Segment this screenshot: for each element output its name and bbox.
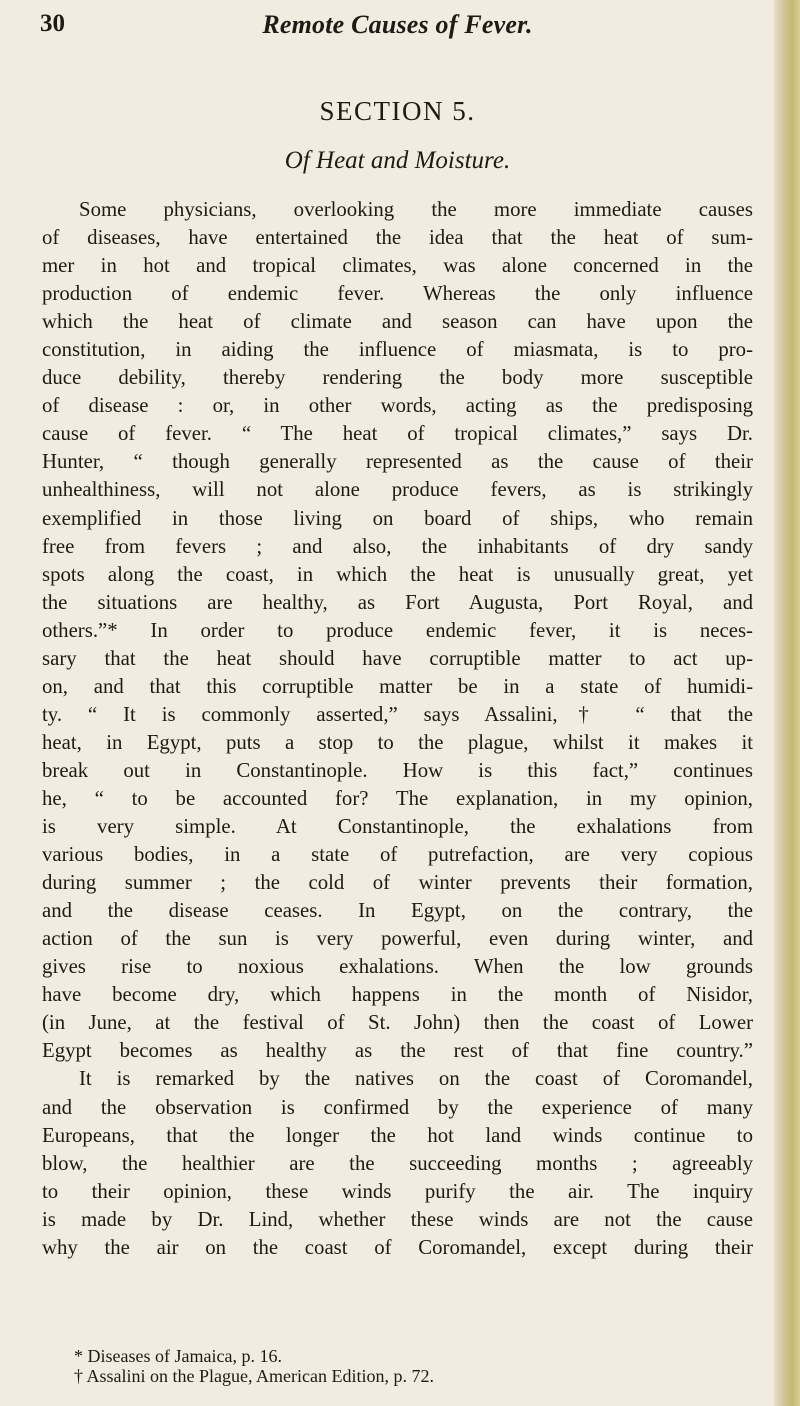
text-line: of disease : or, in other words, acting as the predisposing [42,394,753,418]
text-line: unhealthiness, will not alone produce fevers, as is strikingly [42,478,753,502]
text-line: and the observation is confirmed by the experience of many [42,1095,753,1119]
footnotes [40,1346,755,1386]
text-line: on, and that this corruptible matter be in a state of humidi- [42,674,753,698]
text-line: It is remarked by the natives on the coast of Coromandel, [79,1067,753,1091]
text-line: heat, in Egypt, puts a stop to the plague, whilst it makes it [42,730,753,754]
section-heading: SECTION 5. [319,96,476,126]
text-line: and the disease ceases. In Egypt, on the contrary, the [42,899,753,923]
text-line: exemplified in those living on board of ships, who remain [42,506,753,530]
text-line: various bodies, in a state of putrefaction, are very copious [42,843,753,867]
text-line: break out in Constantinople. How is this fact,” continues [42,758,753,782]
text-line: Europeans, that the longer the hot land winds continue to [42,1123,753,1147]
body-text [42,196,753,1262]
running-head [40,10,755,50]
text-line: mer in hot and tropical climates, was alone concerned in the [42,254,753,278]
text-line: is made by Dr. Lind, whether these winds are not the cause [42,1207,753,1231]
text-line: ty. “ It is commonly asserted,” says Assalini,† “ that the [42,702,753,726]
text-line: action of the sun is very powerful, even during winter, and [42,927,753,951]
text-line: Hunter, “ though generally represented as the cause of their [42,450,753,474]
section-subtitle: Of Heat and Moisture. [284,147,511,174]
text-line: of diseases, have entertained the idea that the heat of sum- [42,226,753,250]
text-line: constitution, in aiding the influence of miasmata, is to pro- [42,338,753,362]
text-line: sary that the heat should have corruptible matter to act up- [42,646,753,670]
page-edge [774,0,800,1406]
text-line: have become dry, which happens in the month of Nisidor, [42,983,753,1007]
page-number: 30 [40,10,65,37]
text-line: (in June, at the festival of St. John) then the coast of Lower [42,1011,753,1035]
text-line: gives rise to noxious exhalations. When the low grounds [42,955,753,979]
text-line: duce debility, thereby rendering the body more susceptible [42,366,753,390]
text-line: he, “ to be accounted for? The explanation, in my opinion, [42,786,753,810]
text-line: free from fevers ; and also, the inhabitants of dry sandy [42,534,753,558]
text-line: which the heat of climate and season can have upon the [42,310,753,334]
running-title: Remote Causes of Fever. [262,10,533,39]
text-line: production of endemic fever. Whereas the only influence [42,282,753,306]
text-line: to their opinion, these winds purify the air. The inquiry [42,1179,753,1203]
text-line: cause of fever. “ The heat of tropical climates,” says Dr. [42,422,753,446]
text-line: Some physicians, overlooking the more immediate causes [79,198,753,221]
text-line: is very simple. At Constantinople, the exhalations from [42,815,753,839]
footnote: * Diseases of Jamaica, p. 16. [74,1346,282,1366]
text-line: Egypt becomes as healthy as the rest of that fine country.” [42,1039,753,1063]
footnote: † Assalini on the Plague, American Edition, p. 72. [74,1366,434,1386]
text-line: during summer ; the cold of winter prevents their formation, [42,871,753,895]
text-line: others.”* In order to produce endemic fever, it is neces- [42,618,753,642]
text-line: the situations are healthy, as Fort Augusta, Port Royal, and [42,590,753,614]
text-line: why the air on the coast of Coromandel, except during their [42,1235,753,1259]
book-page [40,0,755,1406]
text-line: spots along the coast, in which the heat is unusually great, yet [42,562,753,586]
text-line: blow, the healthier are the succeeding months ; agreeably [42,1151,753,1175]
